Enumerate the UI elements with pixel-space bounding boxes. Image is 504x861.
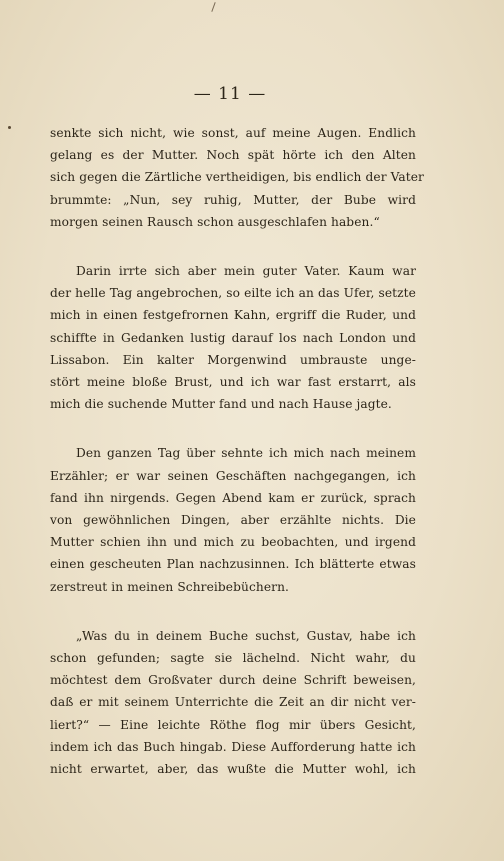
- text-line: von gewöhnlichen Dingen, aber erzählte nichts. Die: [50, 513, 416, 528]
- text-line: Darin irrte sich aber mein guter Vater. Kaum war: [76, 264, 416, 279]
- text-line: schon gefunden; sagte sie lächelnd. Nicht wahr, du: [50, 651, 416, 666]
- text-line: Lissabon. Ein kalter Morgenwind umbrauste unge-: [50, 352, 416, 367]
- text-line: gelang es der Mutter. Noch spät hörte ich den Alten: [50, 148, 416, 163]
- text-line: mich in einen festgefrornen Kahn, ergriff die Ruder, und: [50, 308, 416, 323]
- text-line: zerstreut in meinen Schreibebüchern.: [50, 579, 290, 594]
- text-line: einen gescheuten Plan nachzusinnen. Ich blätterte etwas: [50, 557, 416, 572]
- text-line: nicht erwartet, aber, das wußte die Mutter wohl, ich: [50, 762, 416, 777]
- text-line: mich die suchende Mutter fand und nach Hause jagte.: [50, 397, 392, 412]
- text-line: Erzähler; er war seinen Geschäften nachgegangen, ich: [50, 468, 416, 483]
- text-line: Mutter schien ihn und mich zu beobachten, und irgend: [50, 535, 416, 550]
- paragraph-1: [50, 122, 424, 233]
- page-number: — 11 —: [193, 84, 267, 104]
- text-line: sich gegen die Zärtliche vertheidigen, bis endlich der Vater: [50, 170, 424, 185]
- text-line: möchtest dem Großvater durch deine Schrift beweisen,: [50, 673, 416, 688]
- text-line: morgen seinen Rausch schon ausgeschlafen haben.“: [50, 214, 380, 229]
- pencil-mark: [211, 2, 215, 12]
- text-line: brummte: „Nun, sey ruhig, Mutter, der Bube wird: [50, 192, 416, 207]
- text-line: indem ich das Buch hingab. Diese Aufforderung hatte ich: [50, 739, 416, 754]
- text-line: schiffte in Gedanken lustig darauf los nach London und: [50, 330, 416, 345]
- text-line: stört meine bloße Brust, und ich war fast erstarrt, als: [50, 375, 416, 390]
- paragraph-3: [50, 442, 416, 597]
- text-line: senkte sich nicht, wie sonst, auf meine Augen. Endlich: [50, 126, 416, 140]
- body-text: [50, 122, 424, 807]
- paragraph-2: [50, 260, 416, 415]
- text-line: liert?“ — Eine leichte Röthe flog mir übers Gesicht,: [50, 717, 416, 732]
- text-line: daß er mit seinem Unterrichte die Zeit an dir nicht ver-: [50, 695, 416, 710]
- paragraph-4: [50, 625, 416, 780]
- margin-dot: [8, 126, 11, 129]
- text-line: „Was du in deinem Buche suchst, Gustav, habe ich: [76, 628, 416, 643]
- text-line: der helle Tag angebrochen, so eilte ich an das Ufer, setzte: [50, 286, 416, 301]
- text-line: fand ihn nirgends. Gegen Abend kam er zurück, sprach: [50, 490, 416, 505]
- text-line: Den ganzen Tag über sehnte ich mich nach meinem: [76, 446, 416, 461]
